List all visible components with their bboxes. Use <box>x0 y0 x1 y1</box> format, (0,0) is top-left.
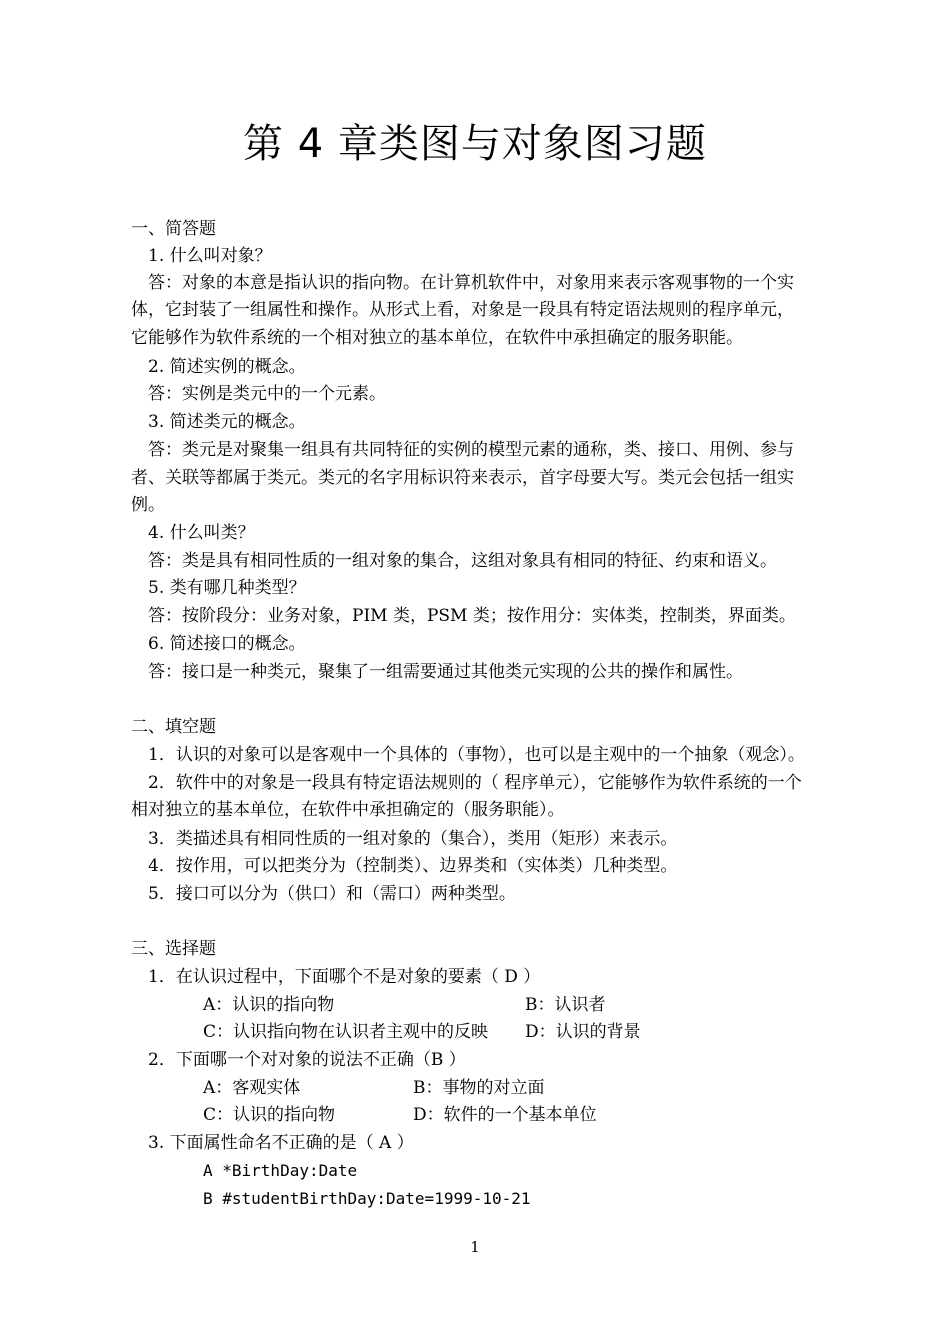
answer-3-line-2: 者、关联等都属于类元。类元的名字用标识符来表示，首字母要大写。类元会包括一组实 <box>131 468 794 488</box>
fill-item: 1．认识的对象可以是客观中一个具体的（事物），也可以是主观中的一个抽象（观念）。 <box>148 745 805 765</box>
choice-question-1: 1．在认识过程中，下面哪个不是对象的要素（ D ） <box>148 967 541 987</box>
question-4: 4. 什么叫类？ <box>148 523 255 543</box>
answer-5: 答：按阶段分：业务对象，PIM 类，PSM 类；按作用分：实体类，控制类，界面类。 <box>148 606 796 626</box>
answer-1-line-1: 答：对象的本意是指认识的指向物。在计算机软件中，对象用来表示客观事物的一个实 <box>148 273 794 293</box>
choice-question-2: 2．下面哪一个对对象的说法不正确（B ） <box>148 1050 466 1070</box>
choice-option: D：认识的背景 <box>525 1022 641 1042</box>
choice-option: A *BirthDay:Date <box>203 1161 358 1180</box>
choice-option: A：认识的指向物 <box>203 995 335 1015</box>
choice-option: B：认识者 <box>525 995 606 1015</box>
question-3: 3. 简述类元的概念。 <box>148 412 306 432</box>
answer-1-line-2: 体，它封装了一组属性和操作。从形式上看，对象是一段具有特定语法规则的程序单元， <box>131 300 794 320</box>
answer-3-line-1: 答：类元是对聚集一组具有共同特征的实例的模型元素的通称，类、接口、用例、参与 <box>148 440 794 460</box>
answer-2: 答：实例是类元中的一个元素。 <box>148 384 386 404</box>
choice-option: C：认识指向物在认识者主观中的反映 <box>203 1022 489 1042</box>
question-5: 5. 类有哪几种类型？ <box>148 578 306 598</box>
choice-option: B #studentBirthDay:Date=1999-10-21 <box>203 1189 531 1208</box>
choice-option: B：事物的对立面 <box>413 1078 545 1098</box>
section-heading-multiple-choice: 三、选择题 <box>131 939 216 959</box>
fill-item: 2．软件中的对象是一段具有特定语法规则的（ 程序单元），它能够作为软件系统的一个 <box>148 773 802 793</box>
fill-item: 3．类描述具有相同性质的一组对象的（集合），类用（矩形）来表示。 <box>148 829 678 849</box>
answer-6: 答：接口是一种类元，聚集了一组需要通过其他类元实现的公共的操作和属性。 <box>148 662 743 682</box>
answer-4: 答：类是具有相同性质的一组对象的集合，这组对象具有相同的特征、约束和语义。 <box>148 551 777 571</box>
page-number: 1 <box>470 1238 480 1256</box>
fill-item: 5．接口可以分为（供口）和（需口）两种类型。 <box>148 884 516 904</box>
choice-option: C：认识的指向物 <box>203 1105 336 1125</box>
answer-1-line-3: 它能够作为软件系统的一个相对独立的基本单位，在软件中承担确定的服务职能。 <box>131 328 743 348</box>
section-heading-short-answer: 一、简答题 <box>131 219 216 239</box>
section-heading-fill-in: 二、填空题 <box>131 717 216 737</box>
fill-item: 4．按作用，可以把类分为（控制类）、边界类和（实体类）几种类型。 <box>148 856 678 876</box>
document-title: 第 4 章类图与对象图习题 <box>243 121 707 167</box>
question-2: 2. 简述实例的概念。 <box>148 357 306 377</box>
question-6: 6. 简述接口的概念。 <box>148 634 306 654</box>
choice-option: A：客观实体 <box>203 1078 301 1098</box>
question-1: 1. 什么叫对象？ <box>148 246 272 266</box>
choice-question-3: 3. 下面属性命名不正确的是（ A ） <box>148 1133 414 1153</box>
fill-item: 相对独立的基本单位，在软件中承担确定的（服务职能）。 <box>131 800 565 820</box>
answer-3-line-3: 例。 <box>131 495 165 515</box>
choice-option: D：软件的一个基本单位 <box>413 1105 597 1125</box>
